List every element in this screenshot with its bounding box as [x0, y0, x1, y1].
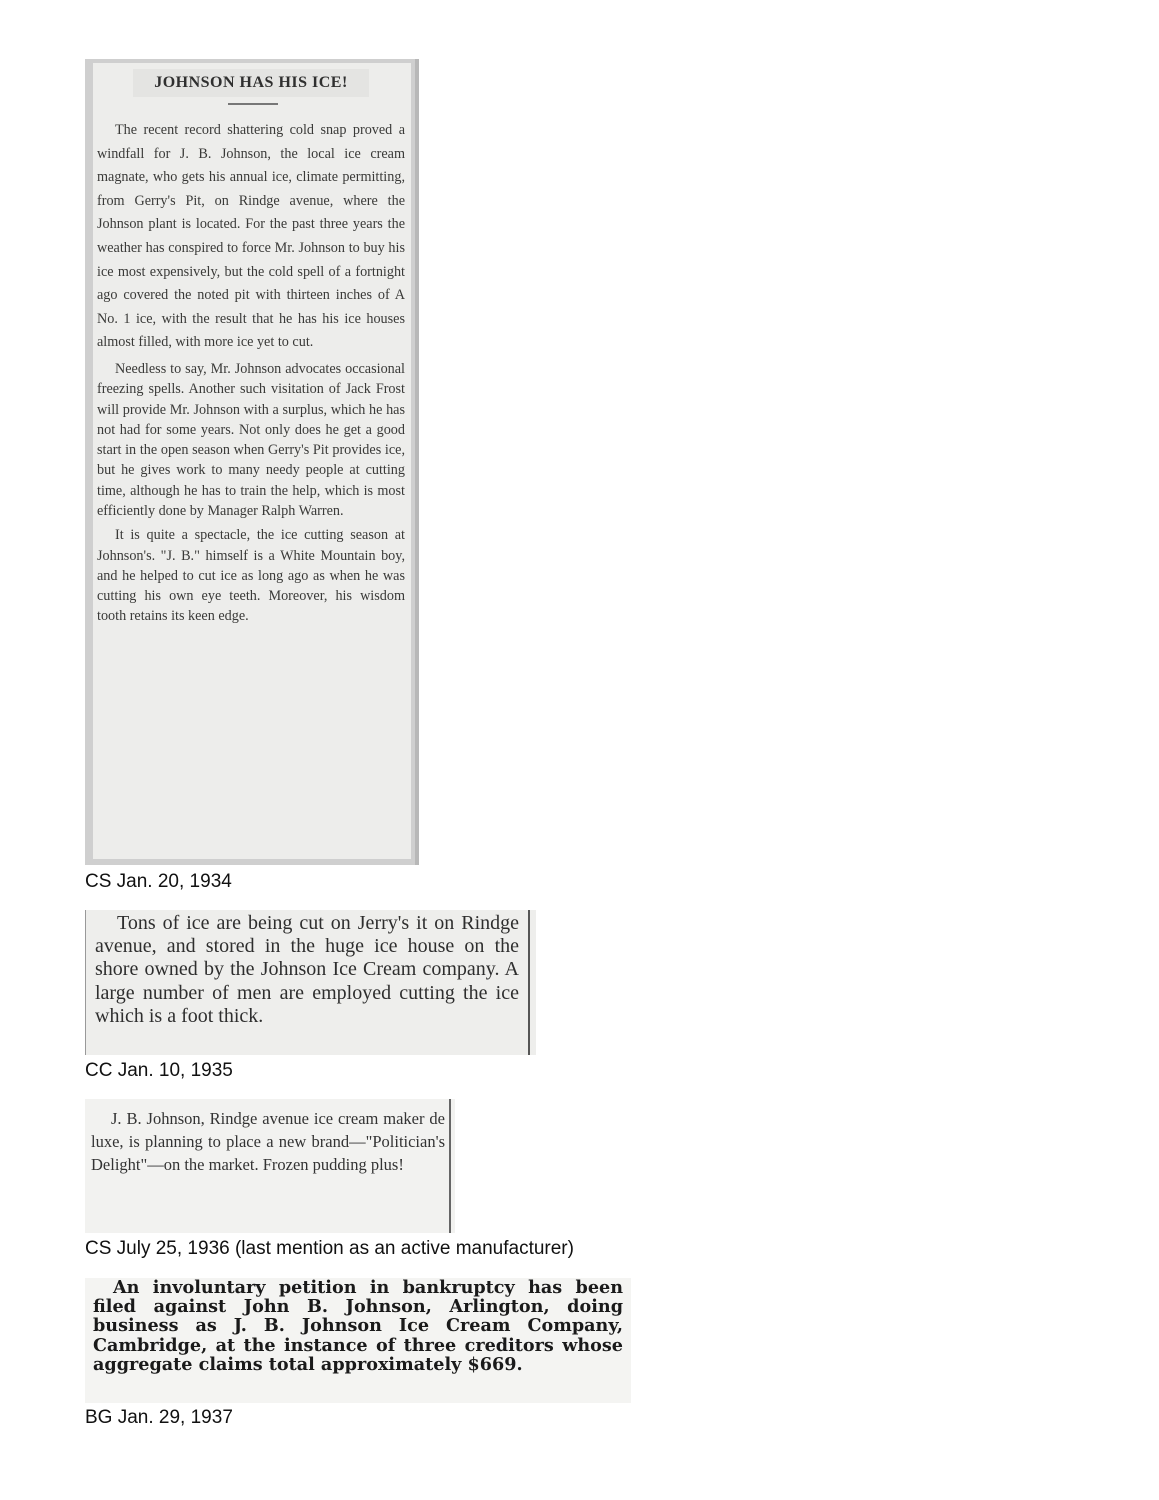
clipping-1-paragraph-1: The recent record shattering cold snap proved a windfall for J. B. Johnson, the local ice cream magnate, who gets his annual ice, climate permitting, from Gerry's Pit, on Rindge avenue, where the Johnson plant is located. For the past three years the weather has conspired to force Mr. Johnson to buy his ice most expensively, but the cold spell of a fortnight ago covered the noted pit with thirteen inches of A No. 1 ice, with the result that he has his ice houses almost filled, with more ice yet to cut.: [97, 122, 405, 351]
clipping-1-paper: [93, 63, 411, 859]
newspaper-clipping-1: [85, 59, 419, 865]
clipping-1-paragraph-2: Needless to say, Mr. Johnson advocates occasional freezing spells. Another such visitation of Jack Frost will provide Mr. Johnson with a surplus, which he has not had for some years. Not only does he get a good start in the open season when Gerry's Pit provides ice, but he gives work to many needy people at cutting time, although he has to train the help, which is most efficiently done by Manager Ralph Warren.: [97, 360, 405, 520]
newspaper-clipping-4: [85, 1278, 631, 1403]
clipping-1-body: [97, 119, 405, 630]
clipping-4-paragraph: An involuntary petition in bankruptcy has been filed against John B. Johnson, Arlington, doing business as J. B. Johnson Ice Cream Company, Cambridge, at the instance of three creditors whose aggregate claims total approximately $669.: [93, 1278, 623, 1375]
clipping-3-column-rule: [449, 1099, 451, 1233]
clipping-2-caption: CC Jan. 10, 1935: [85, 1060, 233, 1081]
clipping-3-caption: CS July 25, 1936 (last mention as an active manufacturer): [85, 1238, 574, 1259]
clipping-2-column-rule: [528, 910, 530, 1055]
clipping-2-left-edge: [85, 910, 86, 1055]
clipping-4-body: [93, 1278, 623, 1374]
clipping-1-edge: [415, 59, 419, 865]
headline-rule: [228, 103, 278, 105]
clipping-1-paragraph-3: It is quite a spectacle, the ice cutting season at Johnson's. "J. B." himself is a White Mountain boy, and he helped to cut ice as long ago as when he was cutting his own eye teeth. Moreover, his wisdom tooth retains its keen edge.: [97, 527, 405, 625]
clipping-2-body: [95, 912, 519, 1028]
clipping-4-caption: BG Jan. 29, 1937: [85, 1407, 233, 1428]
clipping-3-paragraph: J. B. Johnson, Rindge avenue ice cream maker de luxe, is planning to place a new brand—"Politician's Delight"—on the market. Frozen pudding plus!: [91, 1109, 445, 1174]
newspaper-clipping-2: [85, 910, 536, 1055]
clipping-1-headline: JOHNSON HAS HIS ICE!: [133, 69, 369, 97]
clipping-3-body: [91, 1107, 445, 1176]
clipping-1-caption: CS Jan. 20, 1934: [85, 871, 232, 892]
clipping-2-paragraph: Tons of ice are being cut on Jerry's it on Rindge avenue, and stored in the huge ice house on the shore owned by the Johnson Ice Cream company. A large number of men are employed cutting the ice which is a foot thick.: [95, 912, 519, 1027]
newspaper-clipping-3: [85, 1099, 455, 1233]
